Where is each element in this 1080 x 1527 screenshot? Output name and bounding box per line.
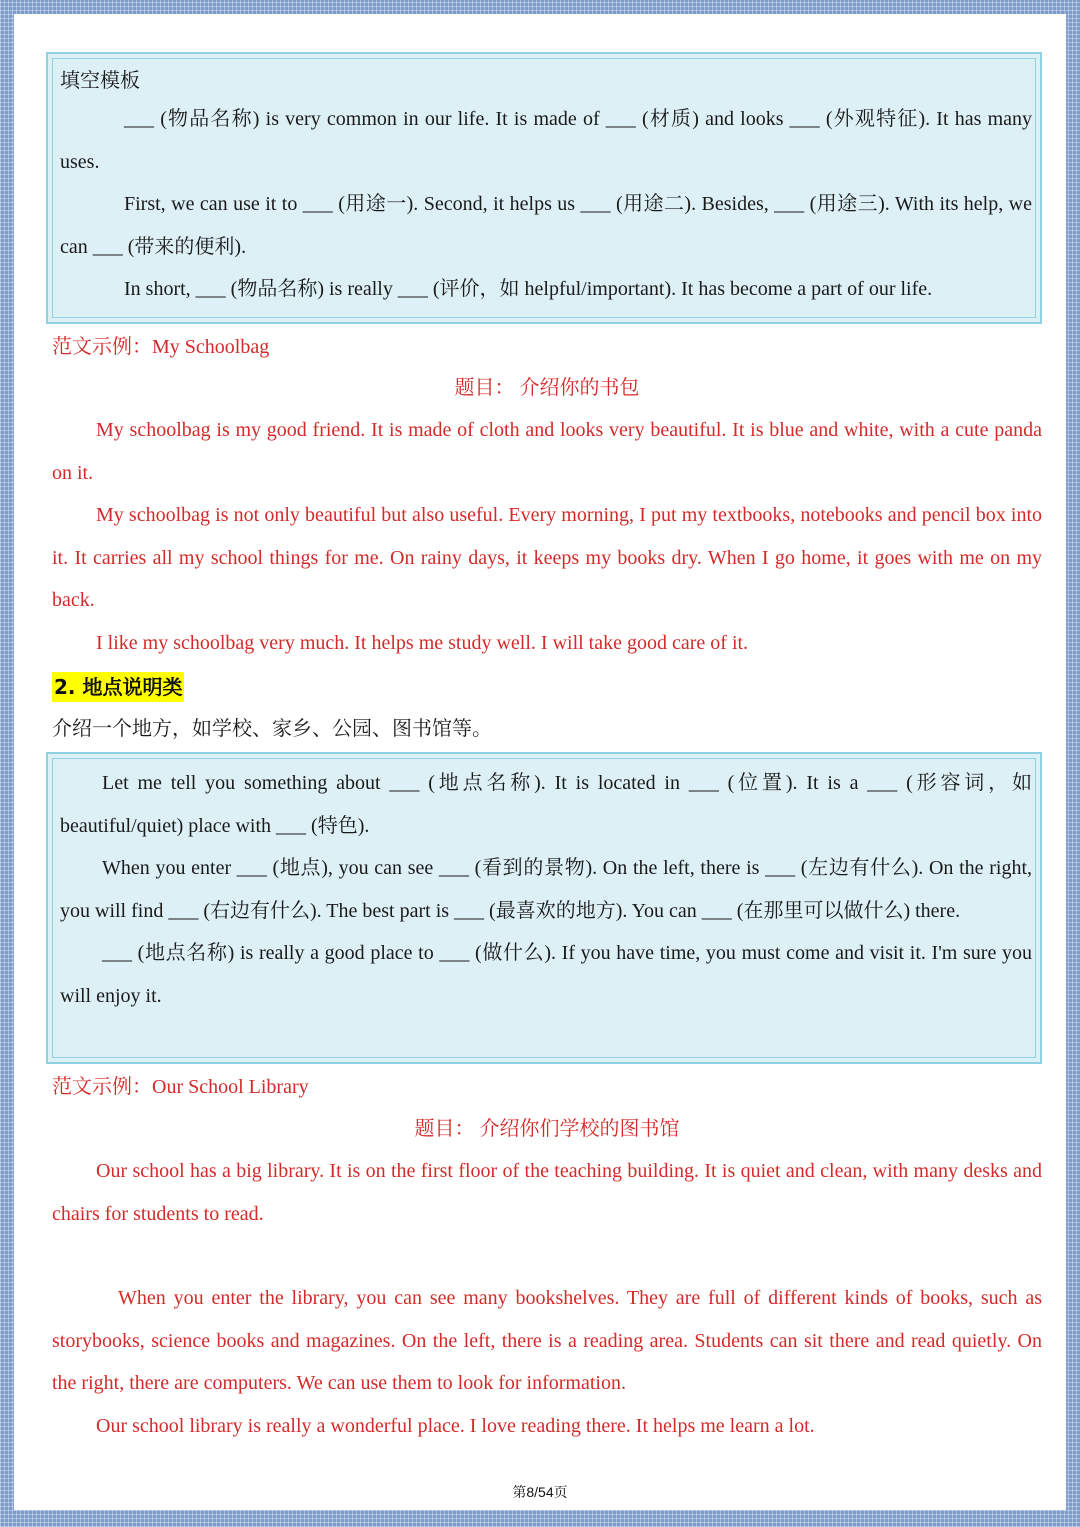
template-paragraph: ___ (物品名称) is very common in our life. It is made of ___ (材质) and looks ___ (外观特征). It has many uses. xyxy=(60,108,1032,173)
example-paragraph: I like my schoolbag very much. It helps me study well. I will take good care of it. xyxy=(96,631,749,654)
example-topic: 题目： 介绍你们学校的图书馆 xyxy=(414,1118,680,1140)
template-paragraph: In short, ___ (物品名称) is really ___ (评价，如 helpful/important). It has become a part of our life. xyxy=(124,278,933,300)
example-paragraph: When you enter the library, you can see many bookshelves. They are full of different kinds of books, such as storybooks, science books and magazines. On the left, there is a reading area. Students can sit there and read quietly. On the right, there are computers. We can use them to look for information. xyxy=(52,1287,1042,1394)
template-box-place xyxy=(46,752,1042,1064)
template-paragraph: Let me tell you something about ___ (地点名称). It is located in ___ (位置). It is a ___ (形容词，如 beautiful/quiet) place with ___ (特色). xyxy=(60,772,1032,837)
example-paragraph: Our school library is really a wonderful place. I love reading there. It helps me learn a lot. xyxy=(96,1414,815,1437)
template-paragraph: First, we can use it to ___ (用途一). Second, it helps us ___ (用途二). Besides, ___ (用途三). With its help, we can ___ (带来的便利). xyxy=(60,193,1032,258)
document-page xyxy=(14,14,1066,1510)
page-number: 第8/54页 xyxy=(512,1484,568,1500)
section-heading: 2. 地点说明类 xyxy=(52,672,184,702)
example-paragraph: My schoolbag is my good friend. It is made of cloth and looks very beautiful. It is blue and white, with a cute panda on it. xyxy=(52,419,1042,484)
template-paragraph: When you enter ___ (地点), you can see ___ (看到的景物). On the left, there is ___ (左边有什么). On the right, you will find ___ (右边有什么). The best part is ___ (最喜欢的地方). You can ___ (在那里可以做什么) there. xyxy=(60,857,1032,922)
example-essay xyxy=(52,373,1042,664)
example-topic: 题目： 介绍你的书包 xyxy=(454,377,640,399)
example-paragraph: My schoolbag is not only beautiful but also useful. Every morning, I put my textbooks, notebooks and pencil box into it. It carries all my school things for me. On rainy days, it keeps my books dry. When I go home, it goes with me on my back. xyxy=(52,504,1042,611)
example-paragraph: Our school has a big library. It is on the first floor of the teaching building. It is quiet and clean, with many desks and chairs for students to read. xyxy=(52,1160,1042,1225)
section-description: 介绍一个地方，如学校、家乡、公园、图书馆等。 xyxy=(52,718,492,740)
example-essay xyxy=(52,1114,1042,1447)
example-label: 范文示例：Our School Library xyxy=(52,1076,309,1098)
template-box-item xyxy=(46,52,1042,324)
template-title: 填空模板 xyxy=(60,70,140,92)
template-paragraph: ___ (地点名称) is really a good place to ___ (做什么). If you have time, you must come and visit it. I'm sure you will enjoy it. xyxy=(60,942,1032,1007)
example-label: 范文示例：My Schoolbag xyxy=(52,336,270,358)
